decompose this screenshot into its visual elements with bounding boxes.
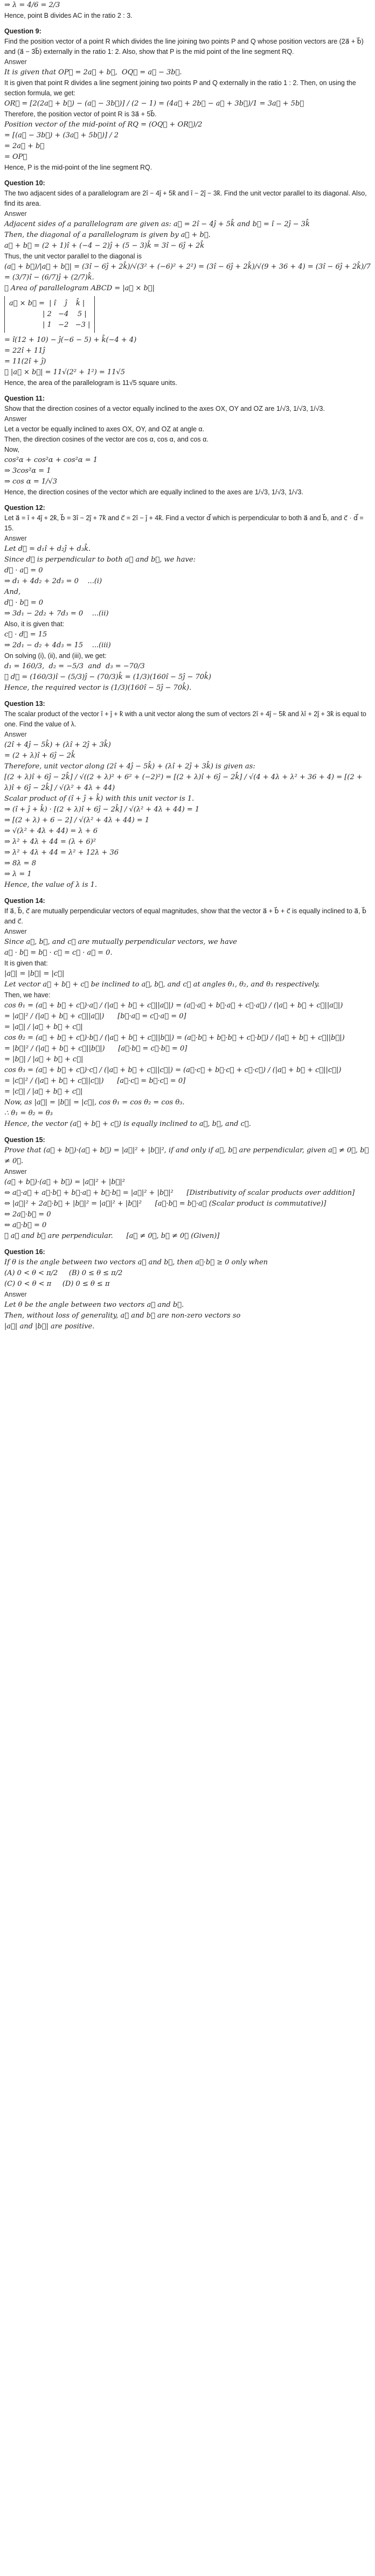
text-line: Let a⃗ = î + 4ĵ + 2k̂, b⃗ = 3î − 2ĵ + 7k̂ and c⃗ = 2î − ĵ + 4k̂. Find a vector d⃗ which is perpendicular to both a⃗ and b⃗, and c⃗ · d⃗ = 15. (4, 514, 366, 532)
math-line: (a⃗ + b⃗)·(a⃗ + b⃗) = |a⃗|² + |b⃗|² (4, 1178, 126, 1186)
question-heading: Question 13: (4, 700, 45, 708)
math-line: ⇒ λ = 4/6 = 2/3 (4, 1, 60, 9)
text-line: Hence, P is the mid-point of the line segment RQ. (4, 164, 152, 171)
math-line: ∴ d⃗ = (160/3)î − (5/3)ĵ − (70/3)k̂ = (1/3)(160î − 5ĵ − 70k̂) (4, 673, 211, 681)
math-line: ⇔ |a⃗|² + 2a⃗·b⃗ + |b⃗|² = |a⃗|² + |b⃗|² [a⃗·b⃗ = b⃗·a⃗ (Scalar product is commutative)] (4, 1200, 327, 1208)
text-line: Then, the direction cosines of the vector are cos α, cos α, and cos α. (4, 436, 209, 443)
text-line: Let a vector be equally inclined to axes OX, OY, and OZ at angle α. (4, 425, 205, 433)
math-line: d⃗ · a⃗ = 0 (4, 566, 43, 575)
text-line: Show that the direction cosines of a vector equally inclined to the axes OX, OY and OZ are 1/√3, 1/√3, 1/√3. (4, 405, 325, 412)
text-line: Then, we have: (4, 991, 51, 999)
math-line: = |c⃗| / |a⃗ + b⃗ + c⃗| (4, 1088, 83, 1096)
math-line: ⇒ d₁ + 4d₂ + 2d₃ = 0 ...(i) (4, 577, 102, 585)
text-line: Find the position vector of a point R which divides the line joining two points P and Q whose position vectors are (2a⃗ + b⃗) and (a⃗ − 3b⃗) externally in the ratio 1: 2. Also, show that P is the mid point of the line segment RQ. (4, 38, 366, 55)
math-line: ⇒ √(λ² + 4λ + 44) = λ + 6 (4, 827, 98, 835)
text-line: If a⃗, b⃗, c⃗ are mutually perpendicular vectors of equal magnitudes, show that the vector a⃗ + b⃗ + c⃗ is equally inclined to a⃗, b⃗ and c⃗. (4, 907, 369, 925)
text-line: Also, it is given that: (4, 620, 65, 628)
math-line: ⇒ λ = 1 (4, 870, 32, 878)
text-line: On solving (i), (ii), and (iii), we get: (4, 652, 107, 660)
question-heading: Question 16: (4, 1248, 45, 1256)
answer-label: Answer (4, 58, 27, 66)
math-line: ⇔ 2a⃗·b⃗ = 0 (4, 1210, 51, 1219)
math-line: ⇒ (î + ĵ + k̂) · [(2 + λ)î + 6ĵ − 2k̂] / √(λ² + 4λ + 44) = 1 (4, 806, 200, 814)
math-line: ⇒ λ² + 4λ + 44 = (λ + 6)² (4, 838, 96, 846)
math-line: c⃗ · d⃗ = 15 (4, 631, 47, 639)
question-heading: Question 9: (4, 27, 41, 35)
question-heading: Question 14: (4, 897, 45, 905)
question-heading: Question 15: (4, 1136, 45, 1144)
math-line: If θ is the angle between two vectors a⃗ and b⃗, then a⃗·b⃗ ≥ 0 only when (4, 1258, 268, 1266)
math-line: ⇒ λ² + 4λ + 44 = λ² + 12λ + 36 (4, 849, 119, 857)
answer-label: Answer (4, 928, 27, 935)
math-line: ⇔ a⃗·b⃗ = 0 (4, 1221, 47, 1229)
math-line: OR⃗ = [2(2a⃗ + b⃗) − (a⃗ − 3b⃗)] / (2 − 1) = (4a⃗ + 2b⃗ − a⃗ + 3b⃗)/1 = 3a⃗ + 5b⃗ (4, 100, 304, 108)
math-line: = |b⃗| / |a⃗ + b⃗ + c⃗| (4, 1055, 84, 1063)
math-line: [(2 + λ)î + 6ĵ − 2k̂] / √((2 + λ)² + 6² + (−2)²) = [(2 + λ)î + 6ĵ − 2k̂] / √(4 + 4λ + λ² + 36 + 4) = [(2 + λ)î + 6ĵ − 2k̂] / √(λ² + 4λ + 44) (4, 773, 365, 792)
math-line: a⃗ · b⃗ = b⃗ · c⃗ = c⃗ · a⃗ = 0. (4, 949, 113, 957)
math-line: = [(a⃗ − 3b⃗) + (3a⃗ + 5b⃗)] / 2 (4, 131, 119, 139)
math-line: Then, without loss of generality, a⃗ and b⃗ are non-zero vectors so (4, 1312, 241, 1320)
answer-label: Answer (4, 535, 27, 542)
math-line: = 22î + 11ĵ (4, 347, 45, 355)
math-line: d₁ = 160/3, d₂ = −5/3 and d₃ = −70/3 (4, 662, 145, 670)
answer-label: Answer (4, 415, 27, 423)
math-line: = (2 + λ)î + 6ĵ − 2k̂ (4, 752, 75, 760)
math-line: Since a⃗, b⃗, and c⃗ are mutually perpendicular vectors, we have (4, 938, 237, 946)
text-line: It is given that: (4, 960, 48, 967)
math-line: ⇒ 3cos²α = 1 (4, 467, 51, 475)
text-line: It is given that point R divides a line segment joining two points P and Q externally in the ratio 1 : 2. Then, on using the section formula, we get: (4, 79, 358, 97)
math-line: Adjacent sides of a parallelogram are given as: a⃗ = 2î − 4ĵ + 5k̂ and b⃗ = î − 2ĵ − 3k̂ (4, 220, 310, 228)
math-line: cos θ₂ = (a⃗ + b⃗ + c⃗)·b⃗ / (|a⃗ + b⃗ + c⃗||b⃗|) = (a⃗·b⃗ + b⃗·b⃗ + c⃗·b⃗) / (|a⃗ + b⃗ + c⃗||b⃗|) (4, 1034, 345, 1042)
math-line: cos θ₁ = (a⃗ + b⃗ + c⃗)·a⃗ / (|a⃗ + b⃗ + c⃗||a⃗|) = (a⃗·a⃗ + b⃗·a⃗ + c⃗·a⃗) / (|a⃗ + b⃗ + c⃗||a⃗|) (4, 1002, 343, 1010)
question-heading: Question 11: (4, 395, 45, 402)
text-line: The scalar product of the vector î + ĵ + k̂ with a unit vector along the sum of vectors 2î + 4ĵ − 5k̂ and λî + 2ĵ + 3k̂ is equal to one. Find the value of λ. (4, 710, 369, 728)
math-line: (A) 0 < θ < π/2 (B) 0 ≤ θ ≤ π/2 (4, 1269, 123, 1277)
math-line: d⃗ · b⃗ = 0 (4, 599, 44, 607)
math-line: = 2a⃗ + b⃗ (4, 142, 45, 150)
math-line: Let θ be the angle between two vectors a⃗ and b⃗. (4, 1301, 184, 1309)
math-line: ⇒ 8λ = 8 (4, 859, 36, 867)
math-line: ⇒ [(2 + λ) + 6 − 2] / √(λ² + 4λ + 44) = 1 (4, 816, 150, 824)
math-line: Hence, the vector (a⃗ + b⃗ + c⃗) is equally inclined to a⃗, b⃗, and c⃗. (4, 1120, 251, 1128)
math-line: ∴ |a⃗ × b⃗| = 11√(2² + 1²) = 11√5 (4, 368, 126, 376)
math-line: = |b⃗|² / (|a⃗ + b⃗ + c⃗||b⃗|) [a⃗·b⃗ = c⃗·b⃗ = 0] (4, 1045, 188, 1053)
answer-label: Answer (4, 731, 27, 738)
math-line: Now, as |a⃗| = |b⃗| = |c⃗|, cos θ₁ = cos θ₂ = cos θ₃. (4, 1098, 185, 1107)
math-line: = |c⃗|² / (|a⃗ + b⃗ + c⃗||c⃗|) [a⃗·c⃗ = b⃗·c⃗ = 0] (4, 1077, 186, 1085)
math-line: And, (4, 588, 21, 596)
math-line: (2î + 4ĵ − 5k̂) + (λî + 2ĵ + 3k̂) (4, 741, 111, 749)
math-line: ∴ Area of parallelogram ABCD = |a⃗ × b⃗| (4, 284, 155, 292)
question-heading: Question 12: (4, 504, 45, 512)
math-line: |a⃗| = |b⃗| = |c⃗| (4, 970, 65, 978)
answer-label: Answer (4, 1168, 27, 1175)
math-line: Let vector a⃗ + b⃗ + c⃗ be inclined to a⃗, b⃗, and c⃗ at angles θ₁, θ₂, and θ₃ respectively. (4, 981, 320, 989)
math-line: Scalar product of (î + ĵ + k̂) with this unit vector is 1. (4, 795, 195, 803)
math-line: (C) 0 < θ < π (D) 0 ≤ θ ≤ π (4, 1280, 110, 1288)
math-line: = OP⃗ (4, 153, 27, 161)
math-line: = |a⃗|² / (|a⃗ + b⃗ + c⃗||a⃗|) [b⃗·a⃗ = c⃗·a⃗ = 0] (4, 1012, 186, 1020)
math-line: = |a⃗| / |a⃗ + b⃗ + c⃗| (4, 1023, 83, 1031)
math-line: cos²α + cos²α + cos²α = 1 (4, 456, 98, 464)
text-line: The two adjacent sides of a parallelogram are 2î − 4ĵ + 5k̂ and î − 2ĵ − 3k̂. Find the unit vector parallel to its diagonal. Also, find its area. (4, 190, 369, 207)
math-line: Position vector of the mid-point of RQ = (OQ⃗ + OR⃗)/2 (4, 121, 203, 129)
math-line: |a⃗| and |b⃗| are positive. (4, 1322, 95, 1331)
math-line: ⇒ 3d₁ − 2d₂ + 7d₃ = 0 ...(ii) (4, 610, 109, 618)
math-line: Hence, the required vector is (1/3)(160î − 5ĵ − 70k̂). (4, 684, 192, 692)
math-line: Therefore, unit vector along (2î + 4ĵ − 5k̂) + (λî + 2ĵ + 3k̂) is given as: (4, 762, 255, 771)
math-line: a⃗ + b⃗ = (2 + 1)î + (−4 − 2)ĵ + (5 − 3)k̂ = 3î − 6ĵ + 2k̂ (4, 242, 205, 250)
determinant-block (0, 294, 375, 335)
math-line: = 11(2î + ĵ) (4, 358, 46, 366)
text-line: Hence, point B divides AC in the ratio 2 : 3. (4, 12, 133, 19)
math-line: ⇔ a⃗·a⃗ + a⃗·b⃗ + b⃗·a⃗ + b⃗·b⃗ = |a⃗|² + |b⃗|² [Distributivity of scalar products over addition] (4, 1189, 355, 1197)
math-line: = î(12 + 10) − ĵ(−6 − 5) + k̂(−4 + 4) (4, 336, 137, 344)
math-line: Hence, the value of λ is 1. (4, 881, 98, 889)
text-line: Now, (4, 446, 19, 453)
math-line: (a⃗ + b⃗)/|a⃗ + b⃗| = (3î − 6ĵ + 2k̂)/√(3² + (−6)² + 2²) = (3î − 6ĵ + 2k̂)/√(9 + 36 + 4) = (3î − 6ĵ + 2k̂)/7 = (3/7)î − (6/7)ĵ + (2/7)k̂. (4, 263, 373, 282)
math-line: ⇒ cos α = 1/√3 (4, 478, 58, 486)
math-line: ∴ a⃗ and b⃗ are perpendicular. [a⃗ ≠ 0⃗, b⃗ ≠ 0⃗ (Given)] (4, 1232, 220, 1240)
text-line: Hence, the area of the parallelogram is 11√5 square units. (4, 379, 177, 387)
answer-label: Answer (4, 210, 27, 218)
text-line: Hence, the direction cosines of the vector which are equally inclined to the axes are 1/√3, 1/√3, 1/√3. (4, 488, 303, 496)
math-line: Then, the diagonal of a parallelogram is given by a⃗ + b⃗. (4, 231, 211, 239)
math-line: Since d⃗ is perpendicular to both a⃗ and b⃗, we have: (4, 556, 196, 564)
math-line: ⇒ 2d₁ − d₂ + 4d₃ = 15 ...(iii) (4, 641, 111, 649)
math-line: Prove that (a⃗ + b⃗)·(a⃗ + b⃗) = |a⃗|² + |b⃗|², if and only if a⃗, b⃗ are perpendicular, given a⃗ ≠ 0⃗, b⃗ ≠ 0⃗. (4, 1146, 371, 1165)
math-line: cos θ₃ = (a⃗ + b⃗ + c⃗)·c⃗ / (|a⃗ + b⃗ + c⃗||c⃗|) = (a⃗·c⃗ + b⃗·c⃗ + c⃗·c⃗) / (|a⃗ + b⃗ + c⃗||c⃗|) (4, 1066, 342, 1074)
question-heading: Question 10: (4, 179, 45, 187)
answer-label: Answer (4, 1291, 27, 1298)
text-line: Thus, the unit vector parallel to the diagonal is (4, 253, 142, 260)
math-line: Let d⃗ = d₁î + d₂ĵ + d₃k̂. (4, 545, 91, 553)
math-line: It is given that OP⃗ = 2a⃗ + b⃗, OQ⃗ = a⃗ − 3b⃗. (4, 68, 182, 76)
text-line: Therefore, the position vector of point R is 3a⃗ + 5b⃗. (4, 110, 157, 118)
math-line: ∴ θ₁ = θ₂ = θ₃ (4, 1109, 53, 1117)
determinant: a⃗ × b⃗ = | î ĵ k̂ | | 2 −4 5 | | 1 −2 −3 | (4, 296, 95, 333)
